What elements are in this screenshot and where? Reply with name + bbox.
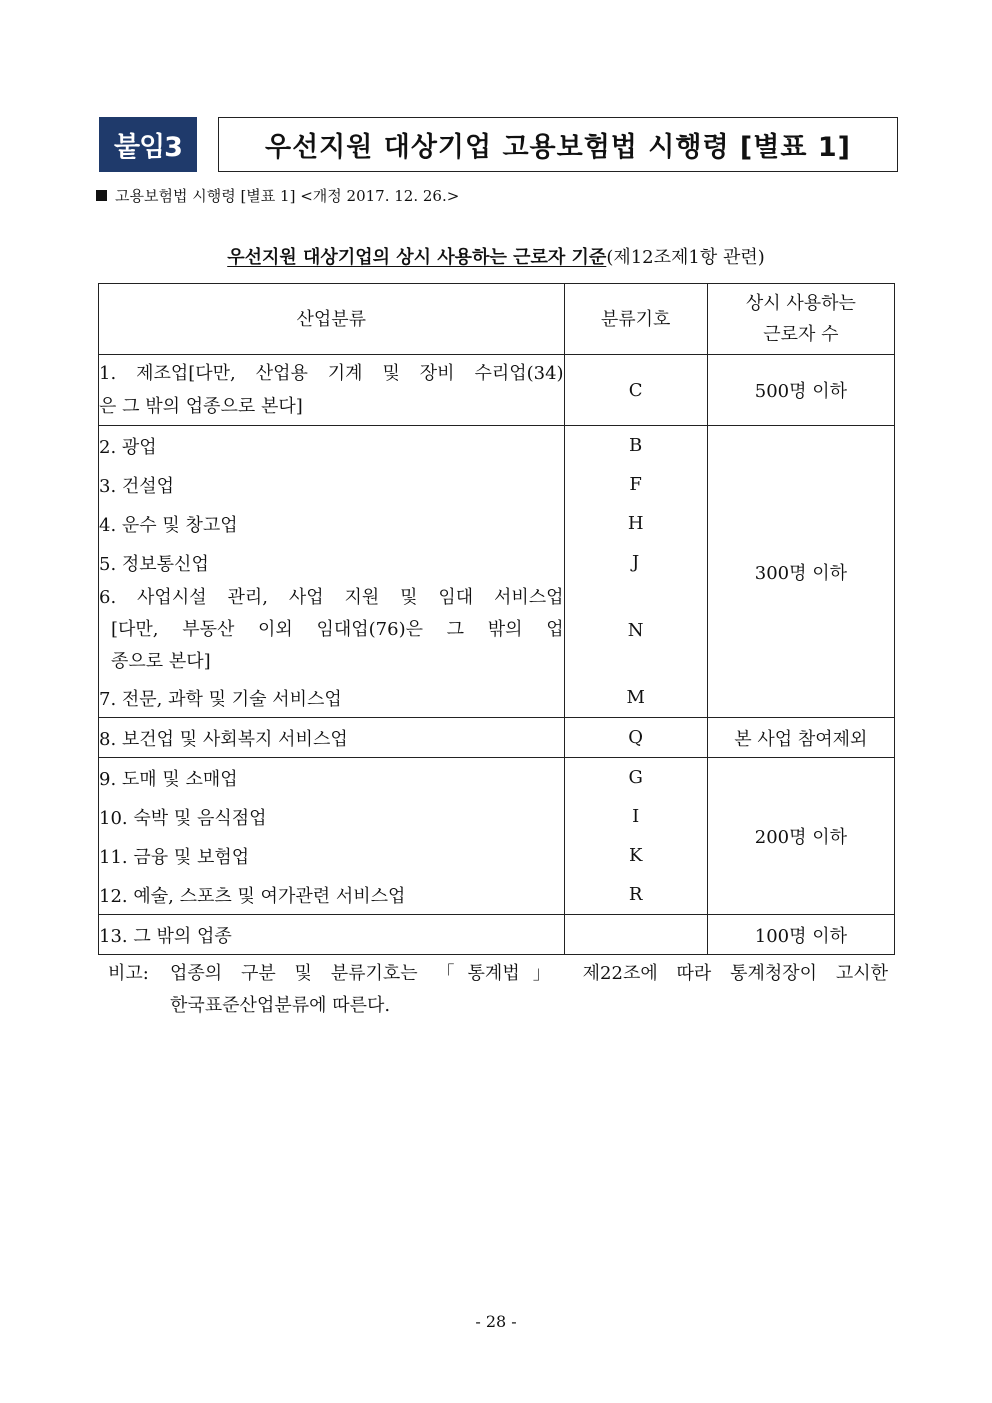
table-caption-main: 우선지원 대상기업의 상시 사용하는 근로자 기준 bbox=[227, 247, 607, 268]
code-text: N bbox=[627, 619, 644, 641]
table-header-row bbox=[99, 284, 895, 355]
industry-cell bbox=[99, 758, 565, 915]
industry-text: 1. 제조업[다만, 산업용 기계 및 장비 수리업(34) bbox=[99, 363, 564, 384]
industry-text: 11. 금융 및 보험업 bbox=[99, 846, 250, 868]
industry-text: 5. 정보통신업 bbox=[99, 553, 209, 575]
code-text: H bbox=[627, 513, 644, 534]
black-square-icon bbox=[96, 190, 107, 201]
note-label: 비고: bbox=[108, 963, 149, 984]
table-note bbox=[108, 958, 888, 1022]
header-workers-line2: 근로자 수 bbox=[763, 324, 839, 345]
code-cell: C bbox=[564, 355, 707, 426]
page-number: - 28 - bbox=[475, 1312, 517, 1331]
limit-cell: 300명 이하 bbox=[707, 426, 894, 718]
code-text: G bbox=[628, 767, 643, 788]
table-row bbox=[99, 718, 895, 758]
attachment-badge: 붙임3 bbox=[99, 117, 197, 172]
code-text: R bbox=[628, 884, 643, 905]
industry-cell bbox=[99, 426, 565, 718]
industry-text: 6. 사업시설 관리, 사업 지원 및 임대 서비스업 bbox=[99, 587, 564, 608]
code-cell bbox=[564, 426, 707, 718]
code-cell bbox=[564, 915, 707, 955]
header-workers bbox=[707, 284, 894, 355]
industry-text: 9. 도매 및 소매업 bbox=[99, 768, 238, 790]
reference-line bbox=[96, 185, 459, 206]
industry-text: 4. 운수 및 창고업 bbox=[99, 514, 238, 536]
industry-criteria-table bbox=[98, 283, 895, 955]
code-cell: Q bbox=[564, 718, 707, 758]
reference-text: 고용보험법 시행령 [별표 1] <개정 2017. 12. 26.> bbox=[115, 187, 460, 205]
industry-text: 8. 보건업 및 사회복지 서비스업 bbox=[99, 728, 348, 750]
table-row bbox=[99, 426, 895, 718]
industry-text: 은 그 밖의 업종으로 본다] bbox=[99, 396, 303, 417]
code-text: I bbox=[632, 806, 640, 827]
limit-cell: 500명 이하 bbox=[707, 355, 894, 426]
code-text: B bbox=[629, 435, 643, 456]
industry-text: 7. 전문, 과학 및 기술 서비스업 bbox=[99, 688, 342, 710]
note-text: 업종의 구분 및 분류기호는 「통계법」 제22조에 따라 통계청장이 고시한 bbox=[170, 963, 888, 984]
code-cell bbox=[564, 758, 707, 915]
code-text: F bbox=[629, 474, 642, 495]
industry-cell bbox=[99, 718, 565, 758]
table-row bbox=[99, 758, 895, 915]
industry-text: 3. 건설업 bbox=[99, 475, 175, 497]
header-code: 분류기호 bbox=[564, 284, 707, 355]
table-row bbox=[99, 355, 895, 426]
document-title: 우선지원 대상기업 고용보험법 시행령 [별표 1] bbox=[218, 117, 898, 172]
header-workers-line1: 상시 사용하는 bbox=[745, 293, 856, 314]
industry-text: 12. 예술, 스포츠 및 여가관련 서비스업 bbox=[99, 885, 406, 907]
limit-cell: 본 사업 참여제외 bbox=[707, 718, 894, 758]
industry-text: 13. 그 밖의 업종 bbox=[99, 925, 232, 947]
table-row bbox=[99, 915, 895, 955]
industry-cell bbox=[99, 355, 565, 426]
note-text: 한국표준산업분류에 따른다. bbox=[170, 995, 391, 1016]
industry-cell bbox=[99, 915, 565, 955]
industry-text: 2. 광업 bbox=[99, 436, 157, 458]
code-text: J bbox=[632, 552, 640, 573]
code-text: K bbox=[628, 845, 643, 866]
code-text: M bbox=[626, 687, 645, 708]
industry-text: [다만, 부동산 이외 임대업(76)은 그 밖의 업 bbox=[111, 619, 564, 640]
limit-cell: 200명 이하 bbox=[707, 758, 894, 915]
table-caption-suffix: (제12조제1항 관련) bbox=[606, 247, 765, 268]
limit-cell: 100명 이하 bbox=[707, 915, 894, 955]
industry-text: 종으로 본다] bbox=[111, 651, 211, 672]
header-industry: 산업분류 bbox=[99, 284, 565, 355]
industry-text: 10. 숙박 및 음식점업 bbox=[99, 807, 267, 829]
table-caption bbox=[0, 243, 992, 269]
